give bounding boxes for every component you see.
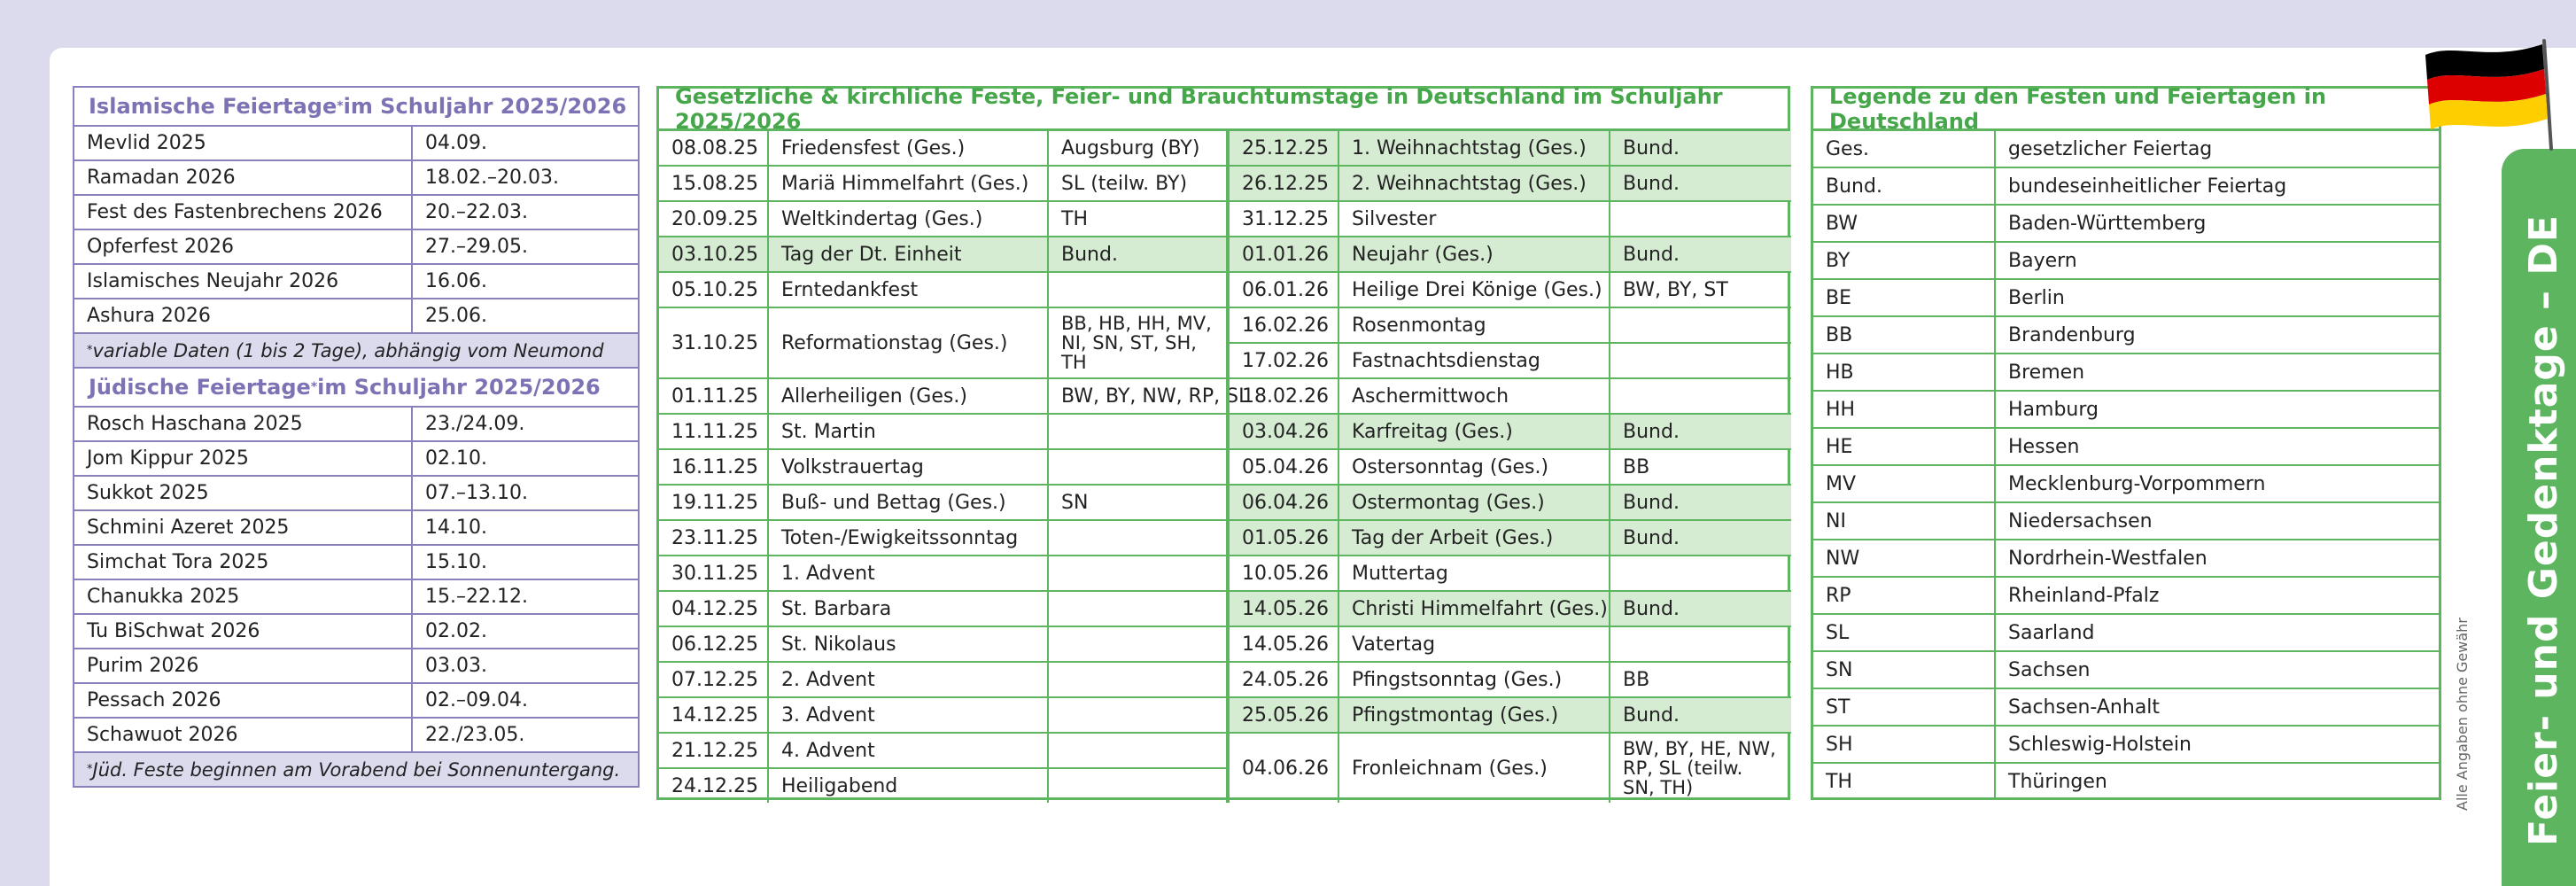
holiday-region: Bund. <box>1048 237 1226 272</box>
legend-abbreviation: TH <box>1813 763 1995 799</box>
legend-meaning: Hamburg <box>1995 391 2439 428</box>
jewish-holiday-row <box>74 718 638 752</box>
holiday-name: Christi Himmelfahrt (Ges.) <box>1338 591 1610 626</box>
legend-meaning: bundeseinheitlicher Feiertag <box>1995 167 2439 205</box>
holiday-name: Tag der Dt. Einheit <box>768 237 1048 272</box>
holiday-date: 25.05.26 <box>1230 697 1338 733</box>
holiday-name: Jom Kippur 2025 <box>74 441 412 476</box>
holiday-date: 04.09. <box>412 127 638 160</box>
holiday-date: 20.09.25 <box>659 201 768 237</box>
holiday-name: 4. Advent <box>768 733 1048 768</box>
german-holiday-row <box>1230 449 1791 485</box>
german-holiday-row <box>659 449 1226 485</box>
holiday-date: 25.12.25 <box>1230 131 1338 166</box>
holiday-name: Muttertag <box>1338 556 1610 591</box>
holiday-region: Bund. <box>1610 697 1791 733</box>
islamic-holidays-title <box>74 88 638 127</box>
legend-row <box>1813 614 2439 651</box>
jewish-holiday-row <box>74 476 638 510</box>
german-holiday-row <box>659 201 1226 237</box>
german-holiday-row <box>659 520 1226 556</box>
holiday-date: 02.10. <box>412 441 638 476</box>
german-holiday-row <box>659 591 1226 626</box>
german-holiday-row <box>659 131 1226 166</box>
holiday-date: 01.05.26 <box>1230 520 1338 556</box>
holiday-name: St. Martin <box>768 414 1048 449</box>
german-holiday-row <box>659 414 1226 449</box>
german-holiday-row <box>1230 343 1791 378</box>
holiday-date: 03.03. <box>412 649 638 683</box>
legend-abbreviation: BY <box>1813 242 1995 279</box>
holiday-region: SN <box>1048 485 1226 520</box>
legend-row <box>1813 316 2439 354</box>
holiday-region: Bund. <box>1610 520 1791 556</box>
german-holiday-row <box>1230 414 1791 449</box>
legend-abbreviation: BW <box>1813 205 1995 242</box>
holiday-name: Chanukka 2025 <box>74 579 412 614</box>
holiday-region <box>1610 556 1791 591</box>
holiday-name: Fronleichnam (Ges.) <box>1338 733 1610 803</box>
holiday-name: Rosch Haschana 2025 <box>74 408 412 441</box>
holiday-name: St. Barbara <box>768 591 1048 626</box>
holiday-date: 21.12.25 <box>659 733 768 768</box>
legend-row <box>1813 279 2439 316</box>
holiday-name: 1. Advent <box>768 556 1048 591</box>
holiday-region: Bund. <box>1610 131 1791 166</box>
holiday-region <box>1048 272 1226 307</box>
islamic-holiday-row <box>74 195 638 229</box>
holiday-name: Rosenmontag <box>1338 307 1610 343</box>
legend-meaning: Schleswig-Holstein <box>1995 726 2439 763</box>
german-holidays-table-right <box>1230 131 1791 803</box>
legend-abbreviation: HE <box>1813 428 1995 465</box>
legend-meaning: Hessen <box>1995 428 2439 465</box>
german-holiday-row <box>1230 378 1791 414</box>
german-holiday-row <box>1230 272 1791 307</box>
holiday-date: 27.–29.05. <box>412 229 638 264</box>
legend-meaning: Sachsen <box>1995 651 2439 688</box>
holiday-region <box>1048 449 1226 485</box>
islamic-note <box>74 334 638 369</box>
holiday-name: Mevlid 2025 <box>74 127 412 160</box>
holiday-name: Simchat Tora 2025 <box>74 545 412 579</box>
religious-holidays-panel <box>73 86 640 788</box>
legend-meaning: gesetzlicher Feiertag <box>1995 131 2439 167</box>
german-holiday-row <box>1230 697 1791 733</box>
holiday-region <box>1048 697 1226 733</box>
holiday-region: BW, BY, HE, NW, RP, SL (teilw. SN, TH) <box>1623 738 1776 798</box>
holiday-region: Bund. <box>1610 414 1791 449</box>
holiday-name: Reformationstag (Ges.) <box>768 307 1048 378</box>
holiday-region: BB, HB, HH, MV, NI, SN, ST, SH, TH <box>1048 307 1226 378</box>
holiday-name: Ostermontag (Ges.) <box>1338 485 1610 520</box>
holiday-region: BB <box>1610 449 1791 485</box>
holiday-date: 06.01.26 <box>1230 272 1338 307</box>
german-holiday-row <box>1230 485 1791 520</box>
holiday-date: 31.10.25 <box>659 307 768 378</box>
holiday-region <box>1048 591 1226 626</box>
holiday-date: 08.08.25 <box>659 131 768 166</box>
german-holiday-row <box>1230 591 1791 626</box>
legend-abbreviation: SH <box>1813 726 1995 763</box>
holiday-date: 25.06. <box>412 299 638 333</box>
legend-meaning: Bayern <box>1995 242 2439 279</box>
holiday-date: 16.06. <box>412 264 638 299</box>
holiday-date: 30.11.25 <box>659 556 768 591</box>
holiday-name: Sukkot 2025 <box>74 476 412 510</box>
holiday-date: 04.06.26 <box>1230 733 1338 803</box>
holiday-name: Toten-/Ewigkeitssonntag <box>768 520 1048 556</box>
legend-row <box>1813 502 2439 540</box>
holiday-name: Ashura 2026 <box>74 299 412 333</box>
legend-abbreviation: SL <box>1813 614 1995 651</box>
german-holiday-row <box>659 237 1226 272</box>
legend-row <box>1813 354 2439 391</box>
legend-meaning: Thüringen <box>2008 770 2107 793</box>
holiday-name: Vatertag <box>1338 626 1610 662</box>
holiday-name: Pessach 2026 <box>74 683 412 718</box>
germany-flag-icon <box>2418 35 2560 151</box>
holiday-region: Bund. <box>1610 166 1791 201</box>
holiday-date: 16.02.26 <box>1230 307 1338 343</box>
jewish-title-suffix: im Schuljahr 2025/2026 <box>317 375 601 400</box>
legend-row <box>1813 205 2439 242</box>
german-holiday-row <box>1230 733 1791 803</box>
holiday-date: 14.12.25 <box>659 697 768 733</box>
holiday-date: 15.08.25 <box>659 166 768 201</box>
legend-meaning: Berlin <box>1995 279 2439 316</box>
legend-abbreviation: Bund. <box>1813 167 1995 205</box>
holiday-date: 15.10. <box>412 545 638 579</box>
holiday-date: 03.04.26 <box>1230 414 1338 449</box>
holiday-name: Allerheiligen (Ges.) <box>768 378 1048 414</box>
holiday-name: Aschermittwoch <box>1338 378 1610 414</box>
legend-panel <box>1811 83 2441 800</box>
holiday-date: 15.–22.12. <box>412 579 638 614</box>
holiday-date: 05.04.26 <box>1230 449 1338 485</box>
german-holidays-panel <box>656 83 1790 800</box>
holiday-date: 06.12.25 <box>659 626 768 662</box>
german-holiday-row <box>659 378 1226 414</box>
legend-abbreviation: MV <box>1813 465 1995 502</box>
jewish-holiday-row <box>74 441 638 476</box>
legend-meaning: Baden-Württemberg <box>1995 205 2439 242</box>
holiday-name: Purim 2026 <box>74 649 412 683</box>
holiday-name: 2. Weihnachtstag (Ges.) <box>1338 166 1610 201</box>
holiday-date: 07.–13.10. <box>412 476 638 510</box>
legend-table <box>1813 131 2439 799</box>
holiday-name: Ostersonntag (Ges.) <box>1338 449 1610 485</box>
holiday-name: Erntedankfest <box>768 272 1048 307</box>
legend-abbreviation: BB <box>1813 316 1995 354</box>
islamic-holiday-row <box>74 299 638 333</box>
holiday-region: Bund. <box>1610 485 1791 520</box>
legend-title: Legende zu den Festen und Feiertagen in Deutschland <box>1813 89 2439 131</box>
german-holiday-row <box>1230 237 1791 272</box>
legend-row <box>1813 577 2439 614</box>
islamic-title-text: Islamische Feiertage <box>89 94 338 119</box>
islamic-title-suffix: im Schuljahr 2025/2026 <box>343 94 627 119</box>
holiday-date: 31.12.25 <box>1230 201 1338 237</box>
german-holiday-row <box>659 768 1226 803</box>
holiday-date: 24.12.25 <box>659 768 768 803</box>
islamic-note-text: variable Daten (1 bis 2 Tage), abhängig vom Neumond <box>92 339 604 361</box>
legend-row <box>1813 131 2439 167</box>
legend-row <box>1813 465 2439 502</box>
holiday-date: 20.–22.03. <box>412 195 638 229</box>
holiday-region <box>1048 733 1226 768</box>
jewish-holiday-row <box>74 614 638 649</box>
legend-row <box>1813 763 2439 799</box>
jewish-holiday-row <box>74 579 638 614</box>
holiday-region <box>1610 626 1791 662</box>
legend-abbreviation: Ges. <box>1813 131 1995 167</box>
legend-row <box>1813 242 2439 279</box>
holiday-date: 01.01.26 <box>1230 237 1338 272</box>
holiday-region <box>1048 520 1226 556</box>
holiday-date: 11.11.25 <box>659 414 768 449</box>
legend-abbreviation: SN <box>1813 651 1995 688</box>
german-holidays-column-left <box>659 131 1250 803</box>
holiday-region <box>1610 307 1791 343</box>
islamic-holiday-row <box>74 127 638 160</box>
german-holiday-row <box>659 626 1226 662</box>
holiday-name: Weltkindertag (Ges.) <box>768 201 1048 237</box>
holiday-name: Mariä Himmelfahrt (Ges.) <box>768 166 1048 201</box>
legend-abbreviation: NW <box>1813 540 1995 577</box>
holiday-name: 1. Weihnachtstag (Ges.) <box>1338 131 1610 166</box>
holiday-date: 10.05.26 <box>1230 556 1338 591</box>
legend-meaning: Sachsen-Anhalt <box>1995 688 2439 726</box>
jewish-note <box>74 753 638 786</box>
german-holiday-row <box>659 733 1226 768</box>
german-holiday-row <box>659 307 1226 378</box>
holiday-name: Pfingstsonntag (Ges.) <box>1338 662 1610 697</box>
holiday-region: Bund. <box>1610 591 1791 626</box>
german-holidays-column-right <box>1226 131 1791 803</box>
holiday-date: 17.02.26 <box>1230 343 1338 378</box>
side-title: Feier- und Gedenktage – DE <box>2521 214 2566 846</box>
legend-row <box>1813 391 2439 428</box>
legend-meaning: Brandenburg <box>1995 316 2439 354</box>
legend-abbreviation: RP <box>1813 577 1995 614</box>
jewish-title-mark: * <box>310 380 318 394</box>
islamic-note-mark: * <box>87 344 93 357</box>
holiday-name: Tag der Arbeit (Ges.) <box>1338 520 1610 556</box>
islamic-title-mark: * <box>337 99 344 113</box>
holiday-date: 23.11.25 <box>659 520 768 556</box>
holiday-region: BW, BY, NW, RP, SL <box>1048 378 1226 414</box>
holiday-date: 16.11.25 <box>659 449 768 485</box>
german-holidays-table-left <box>659 131 1250 803</box>
legend-meaning: Nordrhein-Westfalen <box>1995 540 2439 577</box>
holiday-name: St. Nikolaus <box>768 626 1048 662</box>
german-holiday-row <box>1230 201 1791 237</box>
disclaimer-text: Alle Angaben ohne Gewähr <box>2454 618 2471 811</box>
holiday-date: 05.10.25 <box>659 272 768 307</box>
holiday-name: Fastnachtsdienstag <box>1338 343 1610 378</box>
jewish-note-mark: * <box>87 763 93 776</box>
german-holiday-row <box>1230 556 1791 591</box>
holiday-date: 07.12.25 <box>659 662 768 697</box>
holiday-name: Schmini Azeret 2025 <box>74 510 412 545</box>
holiday-name: Pfingstmontag (Ges.) <box>1338 697 1610 733</box>
german-holiday-row <box>1230 662 1791 697</box>
holiday-date: 18.02.–20.03. <box>412 160 638 195</box>
german-holiday-row <box>1230 307 1791 343</box>
german-holiday-row <box>659 485 1226 520</box>
holiday-name: Buß- und Bettag (Ges.) <box>768 485 1048 520</box>
german-holidays-title: Gesetzliche & kirchliche Feste, Feier- und Brauchtumstage in Deutschland im Schuljahr 2025/2026 <box>659 89 1788 131</box>
holiday-region <box>1610 343 1791 378</box>
holiday-region <box>1610 201 1791 237</box>
holiday-date: 06.04.26 <box>1230 485 1338 520</box>
holiday-date: 18.02.26 <box>1230 378 1338 414</box>
jewish-note-text: Jüd. Feste beginnen am Vorabend bei Sonnenuntergang. <box>92 758 621 781</box>
legend-abbreviation: NI <box>1813 502 1995 540</box>
legend-meaning: Rheinland-Pfalz <box>1995 577 2439 614</box>
holiday-date: 19.11.25 <box>659 485 768 520</box>
islamic-holiday-row <box>74 264 638 299</box>
jewish-holidays-title <box>74 369 638 408</box>
holiday-region: Bund. <box>1610 237 1791 272</box>
jewish-title-text: Jüdische Feiertage <box>89 375 311 400</box>
holiday-date: 23./24.09. <box>412 408 638 441</box>
legend-meaning: Niedersachsen <box>1995 502 2439 540</box>
german-holiday-row <box>1230 626 1791 662</box>
holiday-name: Tu BiSchwat 2026 <box>74 614 412 649</box>
holiday-region <box>1048 768 1226 803</box>
holiday-name: Heilige Drei Könige (Ges.) <box>1338 272 1610 307</box>
holiday-region: Augsburg (BY) <box>1048 131 1226 166</box>
legend-row <box>1813 651 2439 688</box>
holiday-region: BW, BY, ST <box>1610 272 1791 307</box>
holiday-date: 26.12.25 <box>1230 166 1338 201</box>
german-holiday-row <box>659 166 1226 201</box>
holiday-name: Opferfest 2026 <box>74 229 412 264</box>
jewish-holiday-row <box>74 649 638 683</box>
holiday-region <box>1610 378 1791 414</box>
holiday-name: Neujahr (Ges.) <box>1338 237 1610 272</box>
islamic-holiday-row <box>74 160 638 195</box>
legend-abbreviation: HB <box>1813 354 1995 391</box>
legend-abbreviation: ST <box>1813 688 1995 726</box>
holiday-date: 01.11.25 <box>659 378 768 414</box>
holiday-name: Heiligabend <box>768 768 1048 803</box>
jewish-holiday-row <box>74 545 638 579</box>
jewish-holidays-table <box>74 408 638 753</box>
holiday-date: 04.12.25 <box>659 591 768 626</box>
legend-meaning: Saarland <box>1995 614 2439 651</box>
jewish-holiday-row <box>74 510 638 545</box>
legend-abbreviation: HH <box>1813 391 1995 428</box>
holiday-region <box>1048 414 1226 449</box>
holiday-name: Friedensfest (Ges.) <box>768 131 1048 166</box>
legend-row <box>1813 428 2439 465</box>
holiday-date: 03.10.25 <box>659 237 768 272</box>
holiday-name: Ramadan 2026 <box>74 160 412 195</box>
holiday-name: 3. Advent <box>768 697 1048 733</box>
holiday-region <box>1048 662 1226 697</box>
holiday-date: 14.05.26 <box>1230 591 1338 626</box>
german-holiday-row <box>659 272 1226 307</box>
holiday-date: 14.05.26 <box>1230 626 1338 662</box>
legend-row <box>1813 167 2439 205</box>
holiday-name: Fest des Fastenbrechens 2026 <box>74 195 412 229</box>
islamic-holiday-row <box>74 229 638 264</box>
holiday-date: 22./23.05. <box>412 718 638 752</box>
holiday-region: TH <box>1048 201 1226 237</box>
holiday-date: 14.10. <box>412 510 638 545</box>
german-holiday-row <box>1230 166 1791 201</box>
legend-meaning: Bremen <box>1995 354 2439 391</box>
holiday-region <box>1048 556 1226 591</box>
legend-row <box>1813 688 2439 726</box>
holiday-date: 24.05.26 <box>1230 662 1338 697</box>
holiday-name: 2. Advent <box>768 662 1048 697</box>
german-holiday-row <box>1230 131 1791 166</box>
holiday-date: 02.02. <box>412 614 638 649</box>
holiday-name: Volkstrauertag <box>768 449 1048 485</box>
german-holiday-row <box>659 697 1226 733</box>
holiday-region: BB <box>1610 662 1791 697</box>
jewish-holiday-row <box>74 408 638 441</box>
legend-abbreviation: BE <box>1813 279 1995 316</box>
german-holiday-row <box>659 556 1226 591</box>
holiday-name: Islamisches Neujahr 2026 <box>74 264 412 299</box>
holiday-region: SL (teilw. BY) <box>1048 166 1226 201</box>
holiday-name: Silvester <box>1338 201 1610 237</box>
islamic-holidays-table <box>74 127 638 334</box>
legend-row <box>1813 540 2439 577</box>
holiday-name: Karfreitag (Ges.) <box>1338 414 1610 449</box>
jewish-holiday-row <box>74 683 638 718</box>
holiday-name: Schawuot 2026 <box>74 718 412 752</box>
german-holiday-row <box>659 662 1226 697</box>
holiday-date: 02.–09.04. <box>412 683 638 718</box>
german-holiday-row <box>1230 520 1791 556</box>
legend-meaning: Mecklenburg-Vorpommern <box>1995 465 2439 502</box>
holiday-region <box>1048 626 1226 662</box>
legend-row <box>1813 726 2439 763</box>
